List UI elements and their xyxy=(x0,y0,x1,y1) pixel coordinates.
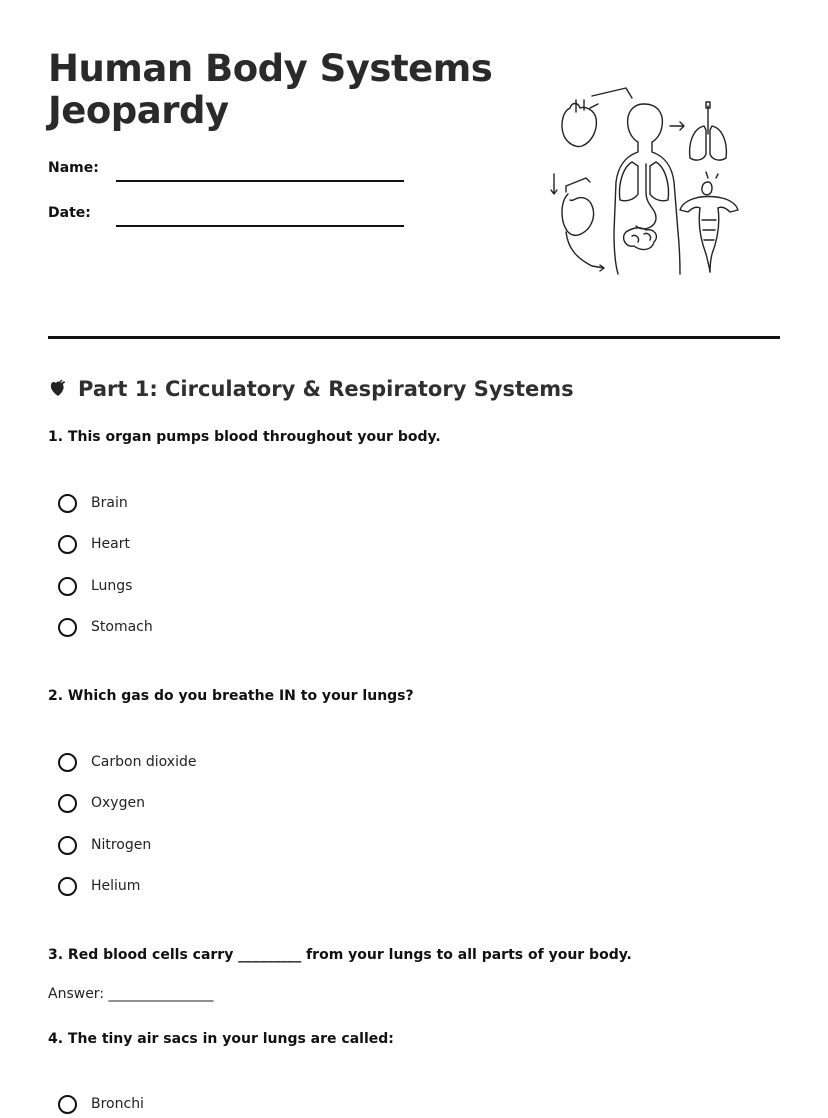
radio-button[interactable] xyxy=(58,494,77,513)
date-label: Date: xyxy=(48,205,91,221)
option-label: Bronchi xyxy=(91,1096,144,1112)
option-label: Stomach xyxy=(91,619,153,635)
radio-button[interactable] xyxy=(58,618,77,637)
option-label: Heart xyxy=(91,536,130,552)
radio-button[interactable] xyxy=(58,877,77,896)
name-field[interactable] xyxy=(116,180,404,182)
option-carbon-dioxide[interactable] xyxy=(58,750,196,774)
worksheet-title: Human Body Systems Jeopardy xyxy=(48,47,493,132)
option-label: Carbon dioxide xyxy=(91,754,197,770)
option-heart[interactable] xyxy=(58,532,130,556)
question-1: 1. This organ pumps blood throughout your body. xyxy=(48,429,441,445)
date-field[interactable] xyxy=(116,225,404,227)
option-label: Brain xyxy=(91,495,128,511)
answer-field[interactable]: Answer: _______________ xyxy=(48,986,214,1002)
option-stomach[interactable] xyxy=(58,615,153,639)
section-title: Part 1: Circulatory & Respiratory Systems xyxy=(78,377,574,401)
option-nitrogen[interactable] xyxy=(58,833,151,857)
radio-button[interactable] xyxy=(58,794,77,813)
question-3: 3. Red blood cells carry _________ from your lungs to all parts of your body. xyxy=(48,947,632,963)
option-label: Nitrogen xyxy=(91,837,152,853)
option-helium[interactable] xyxy=(58,874,140,898)
name-label: Name: xyxy=(48,160,99,176)
radio-button[interactable] xyxy=(58,1095,77,1114)
question-4: 4. The tiny air sacs in your lungs are called: xyxy=(48,1031,394,1047)
radio-button[interactable] xyxy=(58,836,77,855)
option-lungs[interactable] xyxy=(58,574,132,598)
radio-button[interactable] xyxy=(58,577,77,596)
option-label: Oxygen xyxy=(91,795,145,811)
option-label: Lungs xyxy=(91,578,133,594)
radio-button[interactable] xyxy=(58,753,77,772)
human-body-systems-illustration xyxy=(546,82,744,280)
option-label: Helium xyxy=(91,878,141,894)
option-oxygen[interactable] xyxy=(58,791,145,815)
section-heading xyxy=(48,374,574,404)
heart-icon xyxy=(48,379,68,399)
option-bronchi[interactable] xyxy=(58,1092,144,1116)
section-divider xyxy=(48,336,780,339)
question-2: 2. Which gas do you breathe IN to your lungs? xyxy=(48,688,414,704)
option-brain[interactable] xyxy=(58,491,128,515)
radio-button[interactable] xyxy=(58,535,77,554)
